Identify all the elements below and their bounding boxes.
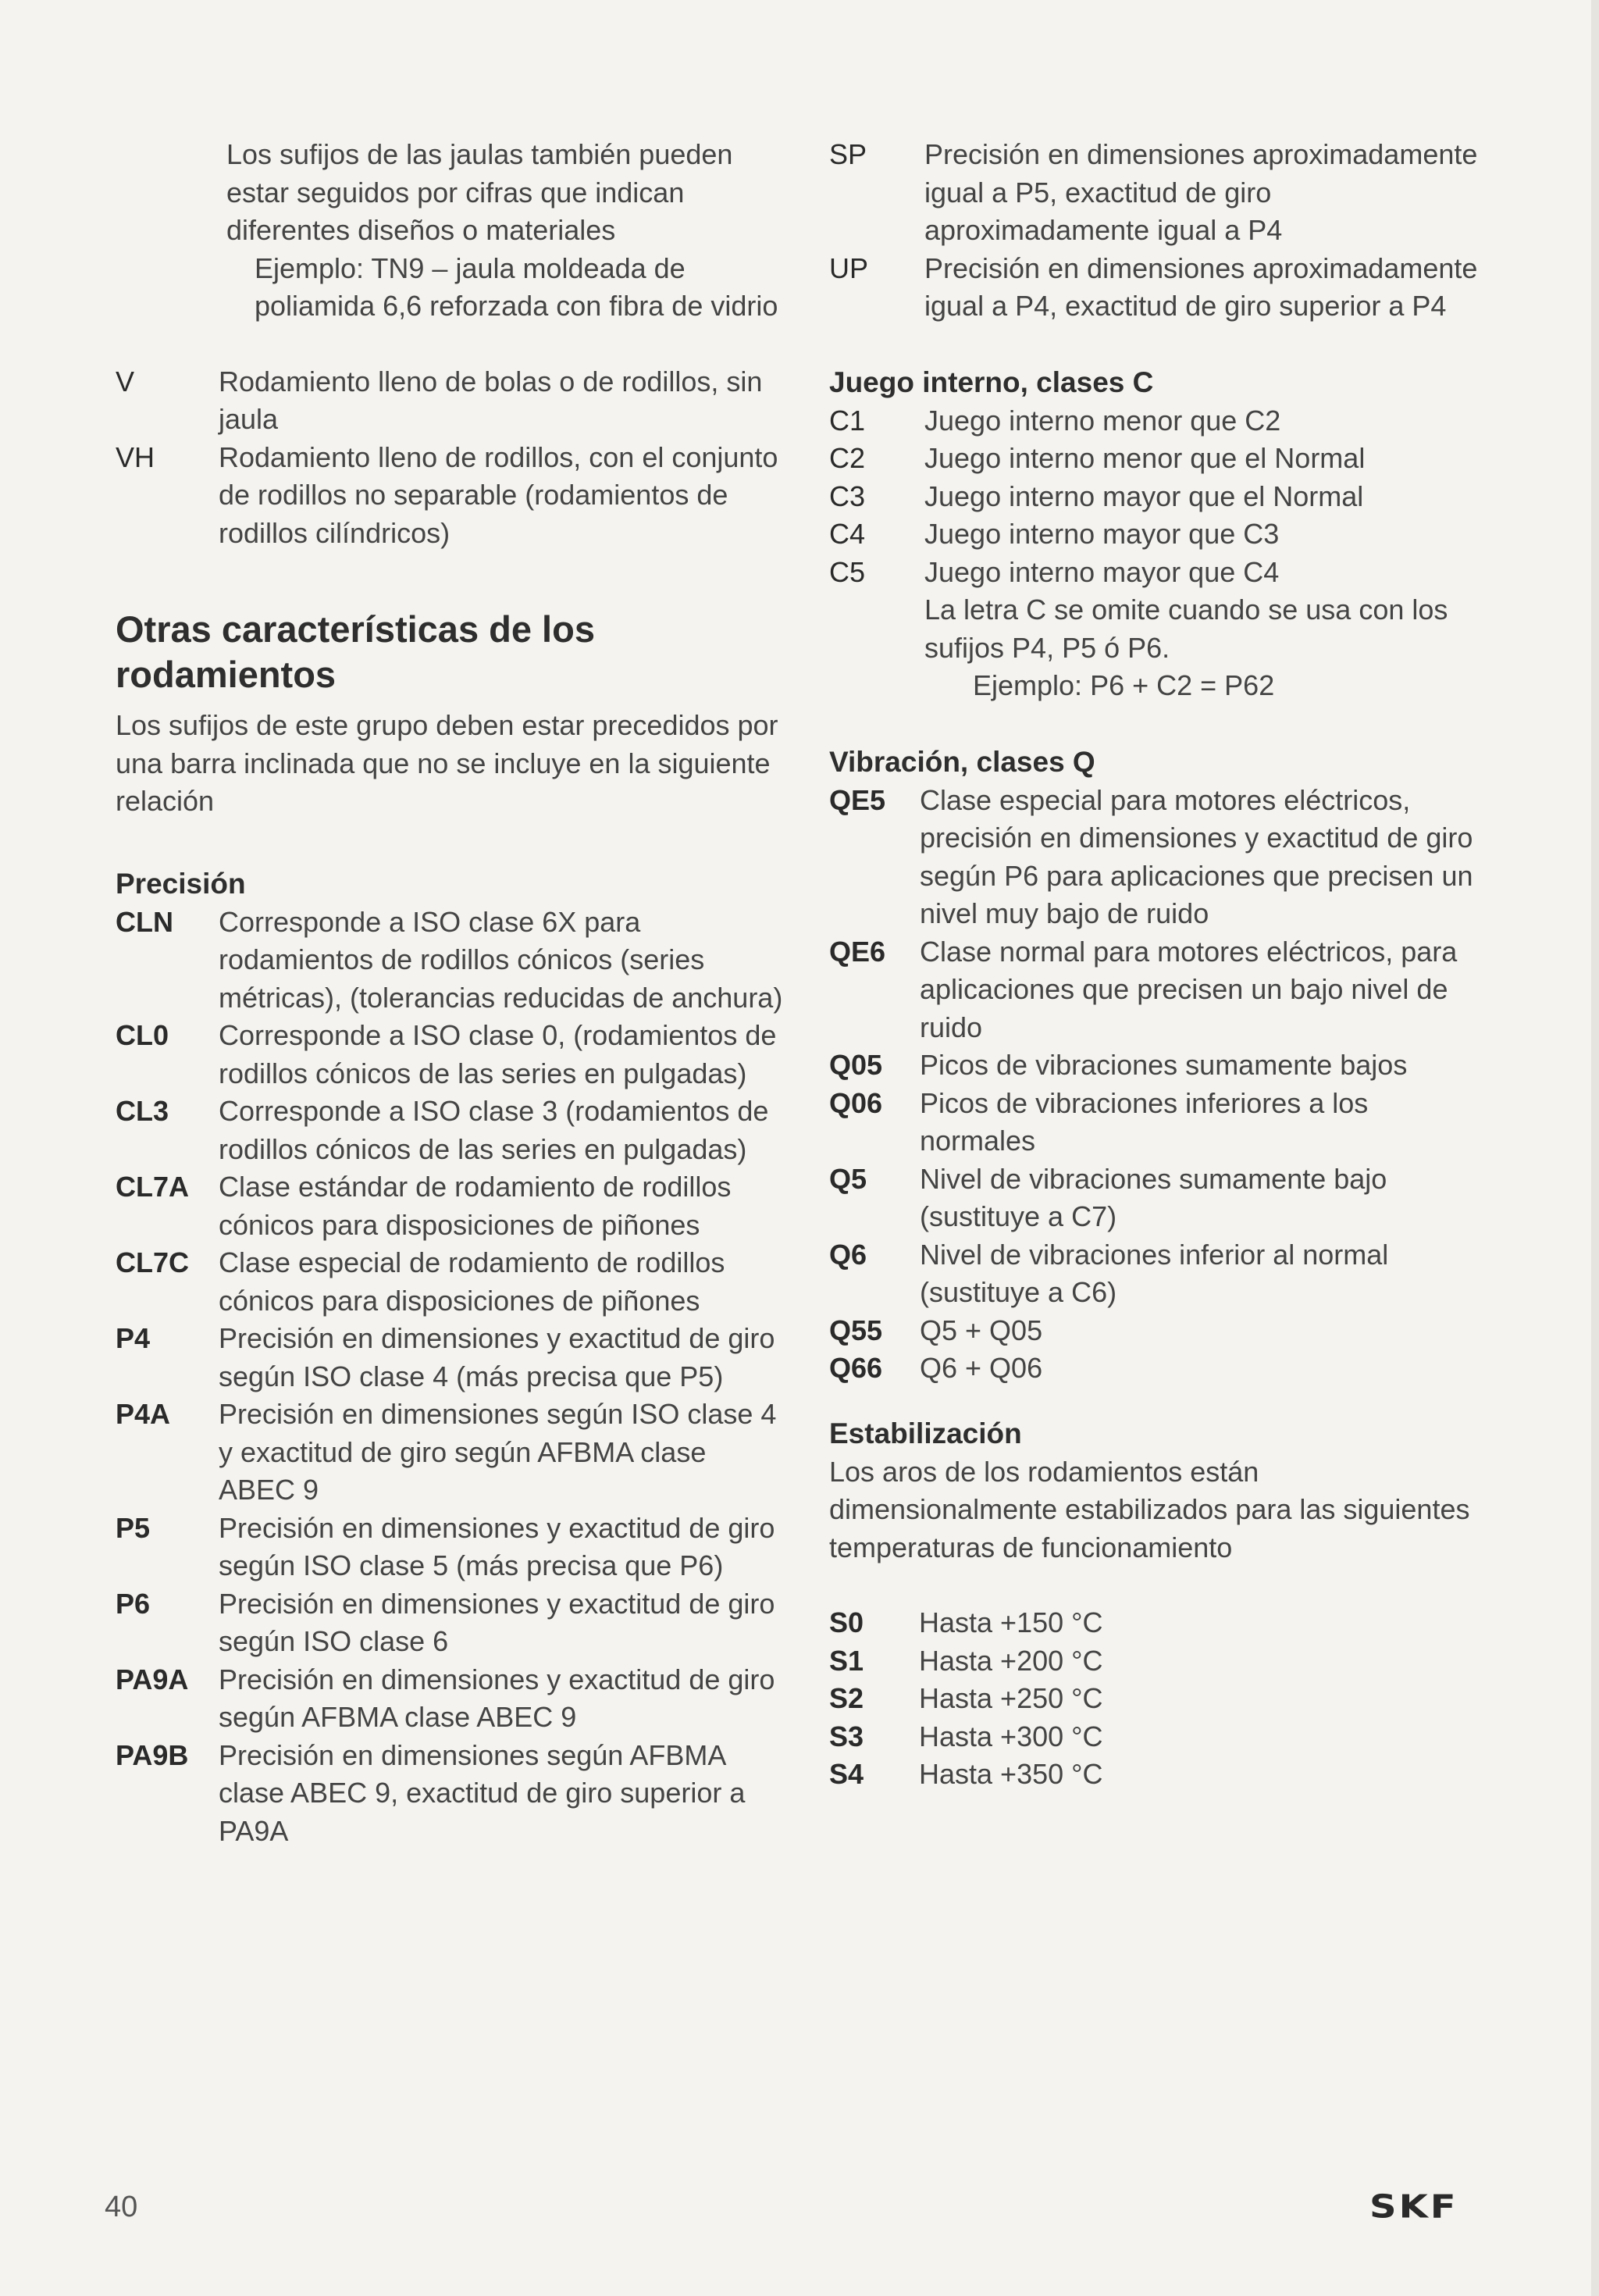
list-item xyxy=(829,1642,1485,1681)
list-item xyxy=(116,904,787,1018)
suffix-description: Precisión en dimensiones aproximadamente igual a P5, exactitud de giro aproximadamente igual a P4 xyxy=(924,138,1478,246)
suffix-code: Q66 xyxy=(829,1352,883,1384)
list-item xyxy=(829,933,1485,1047)
suffix-code: C1 xyxy=(829,404,866,437)
suffix-description: Picos de vibraciones sumamente bajos xyxy=(920,1049,1408,1081)
section-title: Otras características de los rodamientos xyxy=(116,608,595,695)
suffix-description: Juego interno menor que el Normal xyxy=(924,442,1366,474)
list-item xyxy=(829,1604,1485,1642)
page-number: 40 xyxy=(105,2191,138,2223)
suffix-code: UP xyxy=(829,251,869,284)
list-item xyxy=(116,1017,787,1093)
suffix-description: Hasta +250 °C xyxy=(919,1682,1103,1714)
suffix-description: Precisión en dimensiones y exactitud de giro según ISO clase 4 (más precisa que P5) xyxy=(219,1322,775,1392)
suffix-description: Clase especial para motores eléctricos, precisión en dimensiones y exactitud de giro según P6 para aplicaciones que precisen un nivel muy bajo de ruido xyxy=(920,783,1473,929)
list-item xyxy=(829,250,1485,326)
list-item xyxy=(116,1510,787,1585)
list-item xyxy=(116,439,787,553)
suffix-code: CL3 xyxy=(116,1095,169,1127)
suffix-description: Clase normal para motores eléctricos, para aplicaciones que precisen un bajo nivel de ruido xyxy=(920,935,1458,1043)
clearance-note xyxy=(829,591,1485,705)
suffix-code: SP xyxy=(829,138,867,170)
suffix-description: Rodamiento lleno de rodillos, con el conjunto de rodillos no separable (rodamientos de rodillos cilíndricos) xyxy=(219,440,778,549)
suffix-description: Clase estándar de rodamiento de rodillos cónicos para disposiciones de piñones xyxy=(219,1171,732,1241)
precision-list xyxy=(116,904,787,1851)
left-column xyxy=(116,136,787,1850)
list-item xyxy=(829,402,1485,440)
suffix-description: Corresponde a ISO clase 0, (rodamientos de rodillos cónicos de las series en pulgadas) xyxy=(219,1019,777,1089)
suffix-description: Precisión en dimensiones según AFBMA clase ABEC 9, exactitud de giro superior a PA9A xyxy=(219,1738,746,1847)
suffix-description: Hasta +200 °C xyxy=(919,1644,1103,1677)
list-item xyxy=(116,1396,787,1510)
list-item xyxy=(829,554,1485,592)
suffix-description: Juego interno mayor que el Normal xyxy=(924,480,1364,512)
suffix-code: Q05 xyxy=(829,1049,883,1081)
list-item xyxy=(116,1661,787,1737)
list-item xyxy=(829,1680,1485,1718)
section-intro: Los sufijos de este grupo deben estar precedidos por una barra inclinada que no se incluye en la siguiente relación xyxy=(116,709,778,817)
page-edge xyxy=(1591,0,1599,2296)
list-item xyxy=(829,1085,1485,1160)
list-item xyxy=(116,363,787,439)
suffix-code: S1 xyxy=(829,1644,864,1677)
suffix-code: PA9B xyxy=(116,1738,189,1771)
suffix-code: S2 xyxy=(829,1682,864,1714)
suffix-code: CLN xyxy=(116,905,173,938)
list-item xyxy=(829,440,1485,478)
suffix-description: Juego interno mayor que C4 xyxy=(924,555,1280,588)
suffix-code: S4 xyxy=(829,1758,864,1790)
suffix-description: Picos de vibraciones inferiores a los normales xyxy=(920,1086,1369,1157)
suffix-code: V xyxy=(116,365,135,398)
suffix-code: C4 xyxy=(829,518,866,550)
suffix-code: QE5 xyxy=(829,783,886,816)
list-item xyxy=(829,1236,1485,1312)
list-item xyxy=(829,136,1485,250)
suffix-description: Q5 + Q05 xyxy=(920,1314,1043,1346)
suffix-description: Precisión en dimensiones según ISO clase 4 y exactitud de giro según AFBMA clase ABEC 9 xyxy=(219,1398,777,1506)
cage-suffix-intro xyxy=(116,136,787,326)
suffix-description: Corresponde a ISO clase 6X para rodamientos de rodillos cónicos (series métricas), (tolerancias reducidas de anchura) xyxy=(219,905,783,1014)
list-item xyxy=(829,515,1485,554)
suffix-description: Juego interno menor que C2 xyxy=(924,404,1281,437)
suffix-code: Q5 xyxy=(829,1162,867,1195)
suffix-description: Rodamiento lleno de bolas o de rodillos, sin jaula xyxy=(219,365,763,435)
list-item xyxy=(829,1756,1485,1794)
right-column xyxy=(829,136,1485,1794)
suffix-code: P5 xyxy=(116,1511,151,1544)
list-item xyxy=(829,1349,1485,1388)
suffix-code: C2 xyxy=(829,442,866,474)
list-item xyxy=(829,1312,1485,1350)
list-item xyxy=(116,1585,787,1661)
suffix-description: Precisión en dimensiones y exactitud de giro según AFBMA clase ABEC 9 xyxy=(219,1663,775,1733)
suffix-code: S3 xyxy=(829,1720,864,1752)
stabilization-intro: Los aros de los rodamientos están dimensionalmente estabilizados para las siguientes temperaturas de funcionamiento xyxy=(829,1455,1470,1563)
suffix-code: C3 xyxy=(829,480,866,512)
suffix-code: Q06 xyxy=(829,1086,883,1119)
suffix-description: Clase especial de rodamiento de rodillos cónicos para disposiciones de piñones xyxy=(219,1246,725,1317)
note-example: Ejemplo: P6 + C2 = P62 xyxy=(973,669,1275,701)
note-text: La letra C se omite cuando se usa con los sufijos P4, P5 ó P6. xyxy=(924,594,1448,664)
list-item xyxy=(829,1046,1485,1085)
intro-example: Ejemplo: TN9 – jaula moldeada de poliamida 6,6 reforzada con fibra de vidrio xyxy=(255,251,778,322)
list-item xyxy=(116,1093,787,1168)
suffix-code: S0 xyxy=(829,1606,864,1638)
intro-paragraph: Los sufijos de las jaulas también pueden estar seguidos por cifras que indican diferentes diseños o materiales xyxy=(226,138,733,246)
list-item xyxy=(829,1718,1485,1756)
suffix-description: Nivel de vibraciones inferior al normal (sustituye a C6) xyxy=(920,1238,1389,1308)
suffix-code: CL7A xyxy=(116,1171,190,1203)
suffix-code: CL7C xyxy=(116,1246,190,1278)
list-item xyxy=(829,782,1485,933)
cage-list xyxy=(116,363,787,553)
suffix-description: Q6 + Q06 xyxy=(920,1352,1043,1384)
suffix-description: Precisión en dimensiones y exactitud de giro según ISO clase 5 (más precisa que P6) xyxy=(219,1511,775,1581)
list-item xyxy=(829,1160,1485,1236)
suffix-description: Hasta +300 °C xyxy=(919,1720,1103,1752)
suffix-description: Juego interno mayor que C3 xyxy=(924,518,1280,550)
vibration-list xyxy=(829,782,1485,1388)
list-item xyxy=(116,1244,787,1320)
precision-heading: Precisión xyxy=(116,867,246,900)
suffix-code: C5 xyxy=(829,555,866,588)
suffix-code: Q6 xyxy=(829,1238,867,1271)
stabilization-heading: Estabilización xyxy=(829,1417,1022,1449)
stabilization-list xyxy=(829,1604,1485,1794)
suffix-description: Hasta +150 °C xyxy=(919,1606,1103,1638)
precision-continued-list xyxy=(829,136,1485,326)
vibration-heading: Vibración, clases Q xyxy=(829,745,1095,778)
suffix-description: Hasta +350 °C xyxy=(919,1758,1103,1790)
suffix-code: P4A xyxy=(116,1398,171,1430)
suffix-code: CL0 xyxy=(116,1019,169,1051)
suffix-description: Precisión en dimensiones aproximadamente igual a P4, exactitud de giro superior a P4 xyxy=(924,251,1478,322)
suffix-code: Q55 xyxy=(829,1314,883,1346)
list-item xyxy=(116,1737,787,1851)
list-item xyxy=(116,1320,787,1396)
suffix-description: Corresponde a ISO clase 3 (rodamientos de rodillos cónicos de las series en pulgadas) xyxy=(219,1095,769,1165)
list-item xyxy=(829,478,1485,516)
clearance-heading: Juego interno, clases C xyxy=(829,365,1154,398)
suffix-code: P4 xyxy=(116,1322,151,1354)
list-item xyxy=(116,1168,787,1244)
suffix-code: VH xyxy=(116,440,155,473)
suffix-description: Precisión en dimensiones y exactitud de giro según ISO clase 6 xyxy=(219,1587,775,1657)
skf-logo: SKF xyxy=(1369,2188,1458,2226)
suffix-description: Nivel de vibraciones sumamente bajo (sustituye a C7) xyxy=(920,1162,1387,1232)
suffix-code: QE6 xyxy=(829,935,886,968)
suffix-code: P6 xyxy=(116,1587,151,1620)
suffix-code: PA9A xyxy=(116,1663,189,1695)
clearance-list xyxy=(829,402,1485,592)
